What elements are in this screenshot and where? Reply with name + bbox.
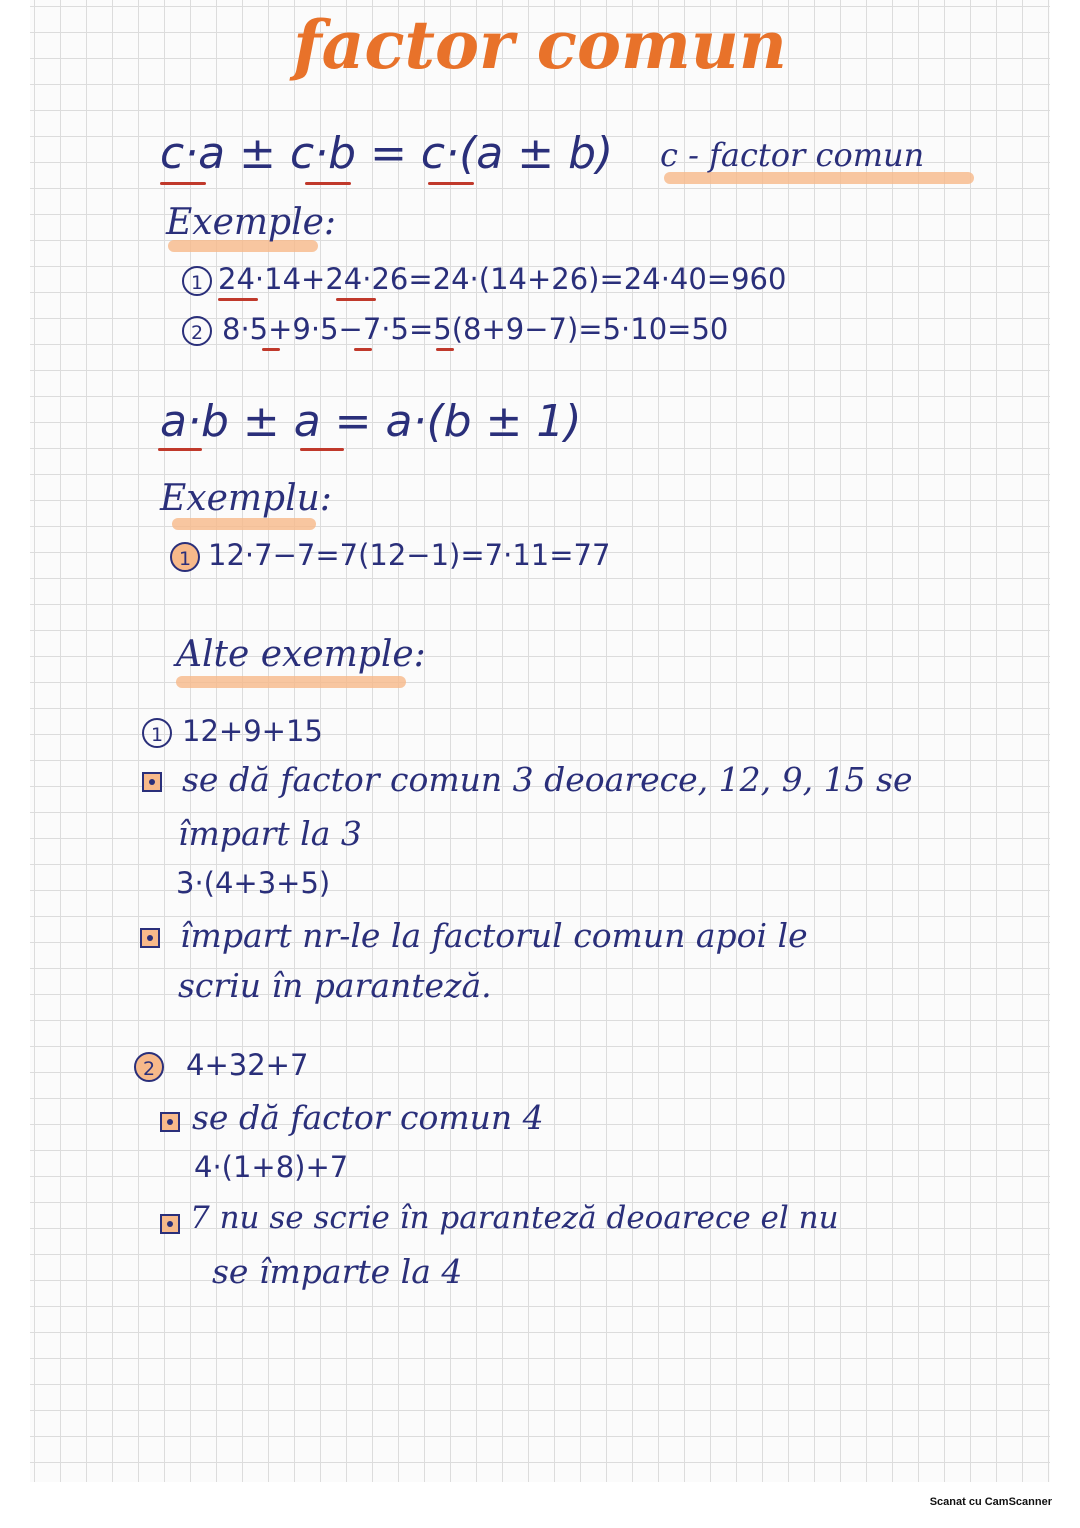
- other-expression-1: 12+9+15: [182, 714, 323, 748]
- formula-underline: [428, 182, 474, 185]
- example-expression-1: 24·14+24·26=24·(14+26)=24·40=960: [218, 262, 787, 296]
- page-title: factor comun: [293, 6, 787, 84]
- bullet-icon: [160, 1112, 180, 1132]
- formula-underline: [300, 448, 344, 451]
- other-examples-label: Alte exemple:: [176, 634, 426, 675]
- other-1-bullet-1-line-1: se dă factor comun 3 deoarece, 12, 9, 15 se: [182, 760, 913, 799]
- examples-label: Exemple:: [166, 202, 337, 243]
- other-1-bullet-2-line-1: împart nr-le la factorul comun apoi le: [180, 916, 808, 955]
- bullet-icon: [142, 772, 162, 792]
- example-underline: [436, 348, 454, 351]
- other-1-bullet-1-line-2: împart la 3: [178, 814, 362, 853]
- formula-common-factor: c·a ± c·b = c·(a ± b): [160, 128, 614, 179]
- formula-note: c - factor comun: [660, 136, 925, 174]
- example-underline: [336, 298, 376, 301]
- other-2-bullet-1-line-1: se dă factor comun 4: [192, 1098, 544, 1137]
- example-number-2: 2: [182, 316, 212, 346]
- other-1-step: 3·(4+3+5): [176, 866, 331, 900]
- bullet-icon: [140, 928, 160, 948]
- other-2-bullet-2-line-2: se împarte la 4: [212, 1252, 463, 1291]
- other-1-bullet-2-line-2: scriu în paranteză.: [178, 966, 492, 1005]
- other-number-1: 1: [142, 718, 172, 748]
- scanner-watermark: Scanat cu CamScanner: [929, 1496, 1052, 1508]
- highlight-label: [176, 676, 406, 688]
- other-2-bullet-2-line-1: 7 nu se scrie în paranteză deoarece el nu: [190, 1200, 839, 1236]
- formula-underline: [158, 448, 202, 451]
- example-expression-single: 12·7−7=7(12−1)=7·11=77: [208, 538, 611, 572]
- formula-underline: [305, 182, 351, 185]
- bullet-icon: [160, 1214, 180, 1234]
- example-underline: [354, 348, 372, 351]
- highlight-label: [172, 518, 316, 530]
- example-expression-2: 8·5+9·5−7·5=5(8+9−7)=5·10=50: [222, 312, 729, 346]
- other-number-2: 2: [134, 1052, 164, 1082]
- other-2-step: 4·(1+8)+7: [194, 1150, 349, 1184]
- example-number-1: 1: [182, 266, 212, 296]
- formula-factor-plus-one: a·b ± a = a·(b ± 1): [160, 396, 582, 447]
- example-underline: [262, 348, 280, 351]
- formula-underline: [160, 182, 206, 185]
- example-underline: [218, 298, 258, 301]
- example-number-single: 1: [170, 542, 200, 572]
- other-expression-2: 4+32+7: [186, 1048, 309, 1082]
- example-label: Exemplu:: [160, 478, 332, 519]
